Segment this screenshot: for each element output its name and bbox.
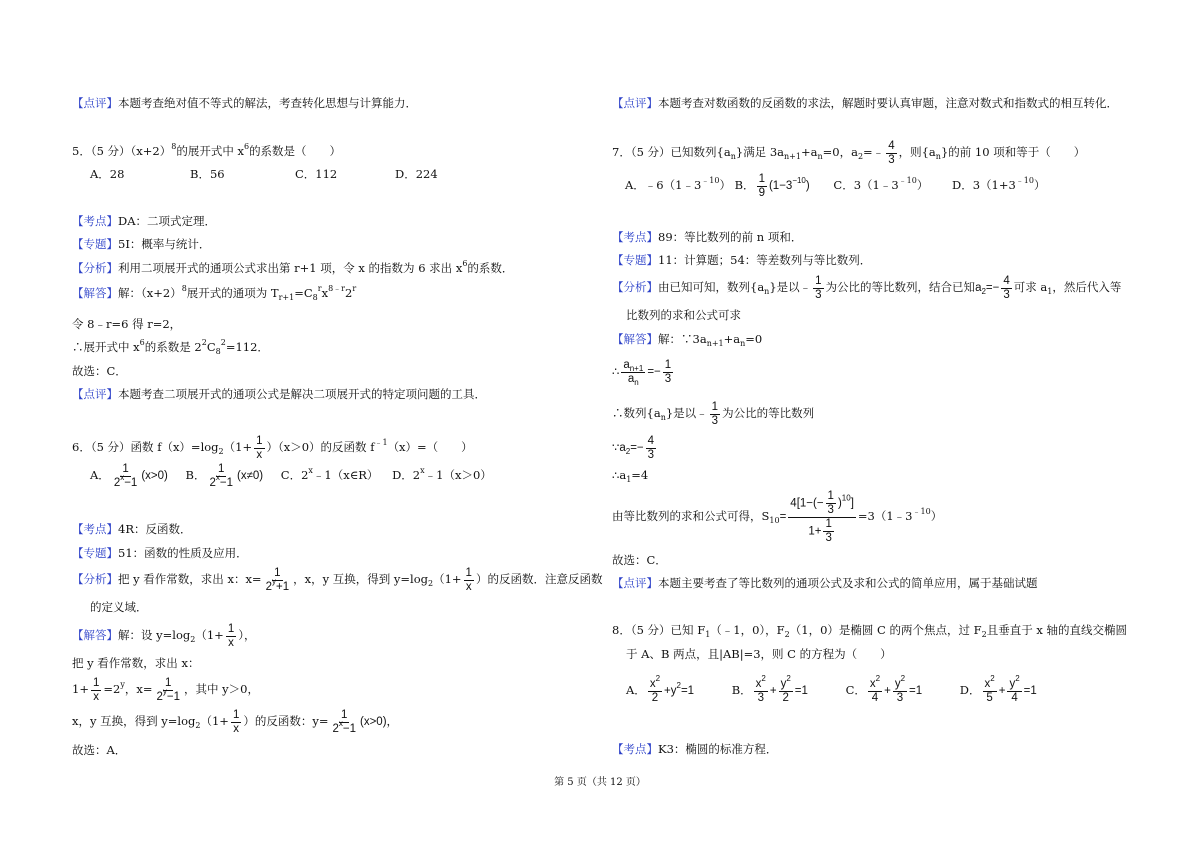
answer-6: 故选：A． xyxy=(72,743,127,757)
option-a: A． $\frac{1}{2^x-1}$ (x>0) xyxy=(90,462,168,489)
answer-5: 故选：C． xyxy=(72,364,127,378)
fenxi-6: 【分析】把 y 看作常数，求出 x：x= $\frac{1}{2^y+1}$ ，x，y 互换，得到 $y=\log_2(1+$ $\frac{1}{x}$ ）的反函数．注意反函数 xyxy=(72,566,603,593)
fenxi-6-cont: 的定义域． xyxy=(90,600,148,614)
jieda-5: 【解答】解：$(x+2)^8$展开式的通项为 $T_{r+1}=C_8^rx^{8﹣r}2^r$ xyxy=(72,284,357,302)
option-b: B． $\frac{1}{2^x-1}$ (x≠0) xyxy=(185,462,264,489)
jieda-6: 【解答】解：设 $y=\log_2(1+$ $\frac{1}{x}$ ）， xyxy=(72,622,256,649)
option-a: A．28 xyxy=(90,167,125,181)
review-5: 【点评】本题考查二项展开式的通项公式是解决二项展开式的特定项问题的工具． xyxy=(72,387,486,401)
question-7: 7．（5 分）已知数列$\{a_n\}$满足 $3a_{n+1}+a_n=0$，$a_2=﹣$ $\frac{4}{3}$ ，则$\{a_n\}$的前 10 项和等于（ ） xyxy=(612,139,1086,166)
kaodian-6: 【考点】4R：反函数． xyxy=(72,522,192,536)
option-c: C． $\frac{x^2}{4}$ + $\frac{y^2}{3}$ =1 xyxy=(845,673,923,704)
zhuanti-5: 【专题】5I：概率与统计． xyxy=(72,237,211,251)
page-footer: 第 5 页（共 12 页） xyxy=(554,777,646,788)
jieda-7: 【解答】解：$\because 3a_{n+1}+a_n=0$ xyxy=(612,332,763,348)
review-q6: 【点评】本题考查对数函数的反函数的求法，解题时要认真审题，注意对数式和指数式的相互转化． xyxy=(612,96,1118,110)
step-7-2: ∴数列$\{a_n\}$是以﹣ $\frac{1}{3}$ 为公比的等比数列 xyxy=(612,400,815,427)
kaodian-7: 【考点】89：等比数列的前 n 项和． xyxy=(612,230,803,244)
step-7-3: $\because a_2=-$ $\frac{4}{3}$ xyxy=(612,434,655,461)
question-8-options xyxy=(626,672,1037,708)
question-6: 6．（5 分）函数 $f(x)=\log_2(1+$ $\frac{1}{x}$ ）（x＞0）的反函数 $f^{﹣1}(x)=$（ ） xyxy=(72,434,473,461)
option-a: A． $\frac{x^2}{2}$ $+y^2=1$ xyxy=(626,673,695,704)
option-d: D．$3(1+3^{﹣10})$ xyxy=(951,176,1046,192)
step-7-5: 由等比数列的求和公式可得，$S_{10}=$ 4[1−(− $\frac{1}{3}$ )$^{10}$] 1+ $\frac{1}{3}$ $=3(1﹣3^{﹣10})$ xyxy=(612,489,943,544)
step-5-2: ∴展开式中 $x^6$的系数是 $2^2C_8^2=112$． xyxy=(72,338,269,356)
option-b: B． $\frac{x^2}{3}$ + $\frac{y^2}{2}$ =1 xyxy=(731,673,808,704)
option-b: B． $\frac{1}{9}$ $(1-3^{-10})$ xyxy=(734,172,810,199)
option-a: A．$﹣6(1﹣3^{﹣10})$ xyxy=(625,176,731,192)
question-7-options xyxy=(625,170,1045,200)
step-7-4: $\therefore a_1=4$ xyxy=(612,468,649,484)
kaodian-5: 【考点】DA：二项式定理． xyxy=(72,214,217,228)
zhuanti-6: 【专题】51：函数的性质及应用． xyxy=(72,546,248,560)
step-5-1: 令 8﹣r=6 得 r=2， xyxy=(72,317,182,331)
option-c: C．112 xyxy=(295,167,338,181)
fenxi-7: 【分析】由已知可知，数列$\{a_n\}$是以﹣ $\frac{1}{3}$ 为公比的等比数列，结合已知$a_2=-$ $\frac{4}{3}$ 可求 $a_1$，然后代入等 xyxy=(612,274,1122,301)
zhuanti-7: 【专题】11：计算题；54：等差数列与等比数列． xyxy=(612,253,872,267)
review-q4: 【点评】本题考查绝对值不等式的解法，考查转化思想与计算能力． xyxy=(72,96,417,110)
question-6-options xyxy=(90,460,492,490)
option-b: B．56 xyxy=(190,167,225,181)
option-d: D．$2^x﹣1(x>0)$ xyxy=(392,466,492,482)
fenxi-5: 【分析】利用二项展开式的通项公式求出第 r+1 项，令 x 的指数为 6 求出 $x^6$的系数． xyxy=(72,259,514,275)
step-6-1: 把 y 看作常数，求出 x： xyxy=(72,656,200,670)
fenxi-7-cont: 比数列的求和公式可求 xyxy=(626,308,741,322)
question-8: 8．（5 分）已知 $F_1(﹣1$，0），$F_2(1$，0）是椭圆 C 的两个焦点，过 $F_2$且垂直于 x 轴的直线交椭圆 xyxy=(612,623,1128,639)
step-7-1: ∴ $\frac{a_{n+1}}{a_n}$ =− $\frac{1}{3}$ xyxy=(612,358,672,387)
question-5: 5．（5 分）$(x+2)^8$的展开式中 $x^6$的系数是（ ） xyxy=(72,142,342,158)
step-6-3: x，y 互换，得到 $y=\log_2(1+$ $\frac{1}{x}$ ）的反函数：y= $\frac{1}{2^x-1}$ (x>0)， xyxy=(72,708,399,735)
answer-7: 故选：C． xyxy=(612,553,667,567)
option-d: D．224 xyxy=(395,167,438,181)
option-d: D． $\frac{x^2}{5}$ + $\frac{y^2}{4}$ =1 xyxy=(959,673,1037,704)
question-8-cont: 于 A、B 两点，且|AB|=3，则 C 的方程为（ ） xyxy=(626,647,892,661)
review-7: 【点评】本题主要考查了等比数列的通项公式及求和公式的简单应用，属于基础试题 xyxy=(612,576,1038,590)
step-6-2: 1+ $\frac{1}{x}$ $=2^y$，x= $\frac{1}{2^y-1}$ ，其中 y＞0， xyxy=(72,676,259,703)
option-c: C．2$^x$﹣1（x∈R） xyxy=(280,466,379,482)
kaodian-8: 【考点】K3：椭圆的标准方程． xyxy=(612,742,778,756)
option-c: C．$3(1﹣3^{﹣10})$ xyxy=(833,176,929,192)
